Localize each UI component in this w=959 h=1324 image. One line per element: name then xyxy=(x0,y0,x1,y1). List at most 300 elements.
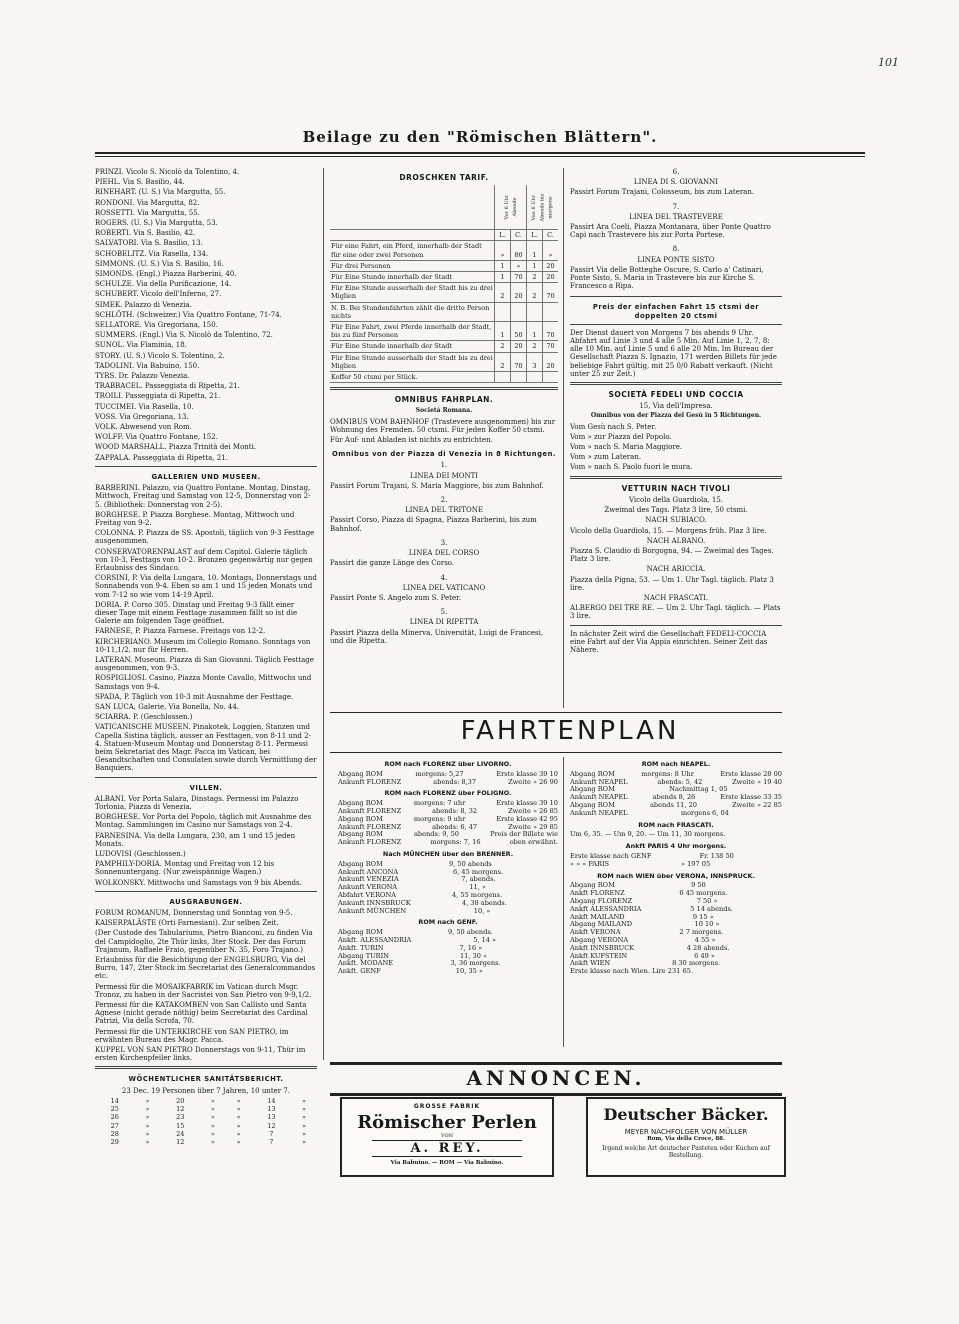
sanitaet-cell: » xyxy=(210,1096,215,1105)
timetable-cell: Abgang ROM xyxy=(338,769,383,778)
timetable-cell: 11, » xyxy=(469,883,486,892)
address-entry: SCHLÖTH. (Schweizer.) Via Quattro Fontane, 71-74. xyxy=(95,310,282,319)
timetable-cell: 6, 45 morgens. xyxy=(453,867,504,876)
timetable-cell: Abgang ROM xyxy=(338,830,383,839)
address-entry: ZAPPALA. Passeggiata di Ripetta, 21. xyxy=(95,453,228,462)
column-middle xyxy=(330,168,558,651)
societa-line: Vom Gesù nach S. Peter. xyxy=(570,422,657,431)
tarif-value: 1 xyxy=(527,322,543,341)
timetable-cell: Ankft. GENF xyxy=(338,967,381,976)
tarif-value: 2 xyxy=(527,272,543,283)
tarif-value: 1 xyxy=(527,260,543,271)
sanitaet-cell: » xyxy=(236,1121,241,1130)
sanitaet-cell: 12 xyxy=(176,1105,185,1114)
timetable-cell: morgens: 5,27 xyxy=(415,769,464,778)
societa-line: Vom » nach S. Paolo fuori le mura. xyxy=(570,463,693,472)
tarif-value: 2 xyxy=(495,283,511,302)
droschken-heading: DROSCHKEN TARIF. xyxy=(399,173,489,182)
tarif-label: Für Eine Stunde innerhalb der Stadt xyxy=(330,341,495,352)
galerie-entry: SPADA, P. Täglich von 10-3 mit Ausnahme der Festtage. xyxy=(95,692,294,701)
tarif-row xyxy=(330,352,558,371)
destination-name: NACH ARICCIA. xyxy=(646,565,706,574)
address-entry: VOLK. Abwesend von Rom. xyxy=(95,423,192,432)
line-number: 8. xyxy=(672,245,680,254)
timetable-cell: Abgang ROM xyxy=(570,785,615,794)
timetable-cell: Ankunft FLORENZ xyxy=(338,777,402,786)
societa-lines xyxy=(570,423,782,472)
timetable-cell: » 197 05 xyxy=(680,859,711,868)
timetable-cell: 7, abends. xyxy=(461,875,496,884)
tarif-value xyxy=(527,302,543,321)
timetable-row xyxy=(338,908,558,916)
timetable-heading: ROM nach FLORENZ über FOLIGNO. xyxy=(384,789,512,798)
sanitaet-row xyxy=(95,1122,317,1130)
line-name: LINEA DEL VATICANO xyxy=(402,583,486,592)
address-entry: STORY. (U. S.) Vicolo S. Tolentino, 2. xyxy=(95,351,225,360)
tarif-subheader: L. xyxy=(527,230,543,241)
sanitaet-cell: 20 xyxy=(176,1096,185,1105)
timetable-cell: 4 55 » xyxy=(694,935,716,944)
tarif-value xyxy=(543,372,559,383)
timetable-cell: Zweite » 29 85 xyxy=(508,822,558,831)
timetable-cell: abends: 6, 47 xyxy=(432,822,478,831)
galerie-entry: LATERAN. Museum. Piazza di San Giovanni. Täglich Festtage ausgenommen, von 9-3. xyxy=(95,655,314,673)
tarif-value: » xyxy=(495,241,511,260)
tarif-label: Für Eine Stunde ausserhalb der Stadt bis zu drei Miglien xyxy=(331,353,493,370)
tarif-value: 70 xyxy=(543,322,559,341)
ad-address: Rom, Via della Croce, 88. xyxy=(647,1136,725,1142)
galerie-entry: SCIARRA. P. (Geschlossen.) xyxy=(95,713,193,722)
tarif-row xyxy=(330,260,558,271)
timetable-cell: abends: 5, 42 xyxy=(657,777,703,786)
timetable-cell: Ankft MAILAND xyxy=(570,912,625,921)
column-divider xyxy=(323,168,324,708)
divider xyxy=(330,387,558,390)
timetable-cell: 7, 16 » xyxy=(459,943,483,952)
line-name: LINEA DI S. GIOVANNI xyxy=(633,178,719,187)
villa-entry: LUDOVISI (Geschlossen.) xyxy=(95,850,186,859)
line-name: LINEA DEL TRITONE xyxy=(405,506,483,515)
sanitaet-cell: « xyxy=(236,1113,241,1122)
timetable-cell: 4, 38 abends. xyxy=(461,898,507,907)
line-name: LINEA DEL CORSO xyxy=(408,549,480,558)
line-route: Passirt Forum Trajani, S. Maria Maggiore, bis zum Bahnhof. xyxy=(330,481,544,490)
tarif-value: » xyxy=(511,260,527,271)
tarif-row xyxy=(330,302,558,321)
timetable-cell: 10 10 » xyxy=(694,920,720,929)
vetturin-price: Zweimal des Tags. Platz 3 lire, 50 ctsmi. xyxy=(604,506,748,515)
line-number: 5. xyxy=(440,608,448,617)
timetable-cell: Abfahrt VERONA xyxy=(338,890,396,899)
address-entry: SUMMERS. (Engl.) Via S. Nicolò da Tolentino, 72. xyxy=(95,331,273,340)
ad-maker: A. REY. xyxy=(372,1140,522,1157)
line-number: 2. xyxy=(440,496,448,505)
timetable-cell: Fr. 138 50 xyxy=(699,851,734,860)
address-entry: PIEHL. Via S. Basilio, 44. xyxy=(95,178,185,187)
divider xyxy=(570,625,782,626)
sanitaet-cell: 12 xyxy=(176,1137,185,1146)
timetable-cell: abends: 8, 32 xyxy=(432,806,478,815)
sanitaet-cell: » xyxy=(302,1129,307,1138)
line-name: LINEA PONTE SISTO xyxy=(637,255,715,264)
sanitaet-row xyxy=(95,1130,317,1138)
timetable-cell: Ankft. ALESSANDRIA xyxy=(338,935,412,944)
sanitaet-cell: » xyxy=(145,1113,150,1122)
line-number: 1. xyxy=(440,461,448,470)
tarif-subheader: C. xyxy=(511,230,527,241)
tarif-header-row xyxy=(330,185,558,230)
address-entry: RINEHART. (U. S.) Via Margutta, 55. xyxy=(95,188,226,197)
fahrtenplan-title: FAHRTENPLAN xyxy=(460,716,680,746)
artist-address-list xyxy=(95,168,317,462)
timetable-cell: morgens 6, 04 xyxy=(680,808,729,817)
line-number: 7. xyxy=(672,202,680,211)
fahrtenplan-right xyxy=(570,757,782,976)
timetable-cell: Ankft ALESSANDRIA xyxy=(570,904,642,913)
sanitaet-cell: » xyxy=(210,1121,215,1130)
timetable-cell: 9 50 xyxy=(691,881,706,890)
timetable-cell: 6 49 » xyxy=(694,951,715,960)
ausgrabungen-heading: AUSGRABUNGEN. xyxy=(169,897,243,906)
sanitaet-cell: 26 xyxy=(110,1113,119,1122)
omnibus-lines xyxy=(330,461,558,644)
vetturin-address: Vicolo della Guardiola, 15. xyxy=(628,495,724,504)
galerie-entry: BARBERINI. Palazzo, via Quattro Fontane. Montag, Dinstag, Mittwoch, Freitag und Samstag von 12-5, Donnerstag von 2-5. (Bibliothek: Donnerstag von 2-5). xyxy=(95,484,311,509)
address-entry: TRABBACEL. Passeggiata di Ripetta, 21. xyxy=(95,382,240,391)
galerie-entry: ROSPIGLIOSI. Casino, Piazza Monte Cavallo, Mittwochs und Samstags von 9-4. xyxy=(95,674,312,691)
address-entry: ROSSETTI. Via Margutta, 55. xyxy=(95,208,200,217)
destination-name: NACH ALBANO. xyxy=(646,536,706,545)
timetable-cell: 9, 50 abends xyxy=(449,859,492,868)
divider xyxy=(570,476,782,479)
timetable-heading: ROM nach FLORENZ über LIVORNO. xyxy=(384,760,512,768)
timetable-row xyxy=(338,779,558,787)
tarif-row xyxy=(330,272,558,283)
sanitaet-cell: 14 xyxy=(267,1096,276,1105)
timetable-cell: abends 11, 20 xyxy=(649,800,697,809)
venezia-heading: Omnibus von der Piazza di Venezia in 8 Richtungen. xyxy=(331,450,557,459)
timetable-heading: Nach MÜNCHEN über den BRENNER. xyxy=(382,849,514,858)
column-divider xyxy=(323,708,324,1060)
sanitaet-intro: 23 Dec. 19 Personen über 7 Jahren, 10 unter 7. xyxy=(121,1086,291,1095)
galerie-entry: DORIA. P. Corso 305. Dinstag und Freitag 9-3 fällt einer dieser Tage mit einem Festtage zusammen fällt so ist die Galerie am folgenden Tage geöffnet. xyxy=(95,600,298,626)
address-entry: TUCCIMEI. Via Rasella, 10. xyxy=(95,402,194,411)
timetable-cell: Abgang ROM xyxy=(570,881,615,890)
ausgrabung-entry: (Der Custode des Tabulariums, Pietro Bianconi, zu finden Via del Campidoglio, 2te Thür links, 3ter Stock. Der das Forum Trajanum, Raffaele Fraio, gegenüber N. 35, Foro Trajano.) xyxy=(95,929,313,954)
timetable-cell: Abgang ROM xyxy=(338,799,383,808)
timetable-cell: Ankunft VERONA xyxy=(338,883,398,892)
tarif-subheader: C. xyxy=(543,230,559,241)
galerie-entry: FARNESE, P. Piazza Farnese. Freitags von 12-2. xyxy=(95,627,266,636)
line-number: 3. xyxy=(440,538,448,547)
timetable-cell: Erste klasse 39 10 xyxy=(496,769,558,778)
tarif-label: Koffer 50 ctsmi per Stück. xyxy=(330,372,495,383)
fahrtenplan-left xyxy=(338,757,558,976)
timetable-cell: 5, 14 » xyxy=(473,935,497,944)
line-route: Passirt Ponte S. Angelo zum S. Peter. xyxy=(330,593,461,602)
destinations-list xyxy=(570,516,782,620)
timetable-cell: oben erwähnt. xyxy=(509,838,558,847)
ausgrabung-entry: KUPPEL VON SAN PIETRO Donnerstags von 9-11, Thür im ersten Kirchenpfeiler links. xyxy=(95,1046,306,1063)
address-entry: ROBERTI. Via S. Basilio, 42. xyxy=(95,229,196,238)
sanitaet-row xyxy=(95,1113,317,1121)
sanitaet-cell: 7 xyxy=(269,1137,274,1146)
tarif-row xyxy=(330,283,558,302)
ausgrabung-entry: Erlaubniss für die Besichtigung der ENGELSBURG, Via del Burro, 147, 2ter Stock im Secretariat des Generalcommandos etc. xyxy=(95,956,316,981)
villa-entry: BORGHESE. Vor Porta del Popolo, täglich mit Ausnahme des Montag. Sammlungen im Casino nur Samstags von 2-4. xyxy=(95,813,312,830)
timetable-cell: Erste klasse 28 00 xyxy=(720,769,782,778)
societa-subheading: Omnibus von der Piazza del Gesù in 5 Richtungen. xyxy=(590,412,762,420)
timetable-cell: 9, 50 abends. xyxy=(447,928,493,937)
sanitaet-cell: » xyxy=(145,1129,150,1138)
timetable-cell: Abgang VERONA xyxy=(570,935,629,944)
column-divider xyxy=(563,168,564,708)
timetable-row xyxy=(338,968,558,976)
address-entry: SCHUBERT. Vicolo dell'Inferno, 27. xyxy=(95,290,222,299)
timetable-cell: 11, 30 » xyxy=(459,951,488,960)
sanitaet-row xyxy=(95,1138,317,1146)
sanitaet-cell: 23 xyxy=(176,1113,185,1122)
timetable-cell: Erste klasse 42 95 xyxy=(496,814,558,823)
column-divider xyxy=(563,757,564,1047)
sanitaet-cell: » xyxy=(210,1137,215,1146)
address-entry: SELLATORE. Via Gregoriana, 150. xyxy=(95,321,218,330)
vetturin-heading: VETTURIN NACH TIVOLI xyxy=(621,483,731,493)
societa-line: Vom » zur Piazza del Popolo. xyxy=(570,432,672,441)
tarif-value: 70 xyxy=(511,272,527,283)
timetable-cell: morgens: 7, 16 xyxy=(430,838,481,847)
timetable-cell: 8 30 morgens. xyxy=(672,959,721,968)
line-name: LINEA DEL TRASTEVERE xyxy=(629,212,723,221)
address-entry: SIMONDS. (Engl.) Piazza Barberini, 40. xyxy=(95,270,237,279)
line-name: LINEA DI RIPETTA xyxy=(409,618,479,627)
timetable-cell: Zweite » 22 85 xyxy=(732,800,782,809)
divider xyxy=(95,1066,317,1069)
page-folio: 101 xyxy=(878,56,899,69)
villa-entry: ALBANI. Vor Porta Salara, Dinstags. Permessi im Palazzo Torlonia, Piazza di Venezia. xyxy=(95,794,299,811)
timetable-cell: Erste klasse nach Wien. Lire 231 65. xyxy=(570,967,693,976)
address-entry: SCHULZE. Via della Purificazione, 14. xyxy=(95,280,232,289)
sanitaet-row xyxy=(95,1105,317,1113)
masthead-rule xyxy=(95,152,865,154)
address-entry: ROGERS. (U. S.) Via Margutta, 53. xyxy=(95,219,218,228)
sanitaet-cell: » xyxy=(236,1129,241,1138)
timetable-row xyxy=(570,810,782,818)
tarif-row xyxy=(330,372,558,383)
timetable-cell: Um 6, 35. — Um 9, 20. — Um 11, 30 morgens. xyxy=(570,830,726,839)
timetable-cell: Ankunft FLORENZ xyxy=(338,838,402,847)
timetable-cell: Ankunft VENEZIA xyxy=(338,875,399,884)
timetable-cell: 10, 35 » xyxy=(455,967,483,976)
villen-heading: VILLEN. xyxy=(189,783,223,792)
sanitaet-cell: » xyxy=(145,1121,150,1130)
omnibus-subheading: Societá Romana. xyxy=(415,407,473,415)
timetable-cell: Ankunft MÜNCHEN xyxy=(338,906,407,915)
ausgrabung-entry: Permessi für die KATAKOMBEN von San Callisto und Santa Agnese (nicht gerade nöthig) beim Secretariat des Cardinal Patrizi, Via della Scrofa, 70. xyxy=(95,1001,308,1026)
ad-name: Römischer Perlen xyxy=(357,1112,537,1133)
timetable-cell: 7 50 » xyxy=(696,896,718,905)
ad-von: VON xyxy=(441,1133,453,1139)
sanitaet-cell: » xyxy=(302,1113,307,1122)
timetable-cell: Abgang ROM xyxy=(338,928,383,937)
column-right xyxy=(570,168,782,656)
timetable-cell: morgens: 9 uhr xyxy=(413,814,466,823)
address-entry: TROILI. Passeggiata di Ripetta, 21. xyxy=(95,392,221,401)
ausgrabung-entry: FORUM ROMANUM, Donnerstag und Sonntag von 9-5. xyxy=(95,909,293,918)
tarif-label: Für drei Personen xyxy=(330,260,495,271)
sanitaet-cell: 25 xyxy=(110,1105,119,1114)
tarif-value: 20 xyxy=(511,283,527,302)
timetable-cell: Zweite » 26 90 xyxy=(508,777,558,786)
timetable-heading: ROM nach NEAPEL. xyxy=(641,760,711,768)
line-number: 6. xyxy=(672,168,680,176)
ausgrabung-entry: Permessi für die MOSAIKFABRIK im Vatican durch Msgr. Tronoz, zu haben in der Sacristei von San Pietro von 9-9,1/2. xyxy=(95,982,312,999)
sanitaet-cell: 13 xyxy=(267,1113,276,1122)
villa-entry: WOLKONSKY. Mittwochs und Samstags von 9 bis Abends. xyxy=(95,878,302,887)
omnibus-lines xyxy=(570,168,782,290)
tarif-value xyxy=(495,302,511,321)
societa-line: Vom » nach S. Maria Maggiore. xyxy=(570,443,683,452)
divider xyxy=(570,296,782,297)
destination-name: NACH SUBIACO. xyxy=(645,516,707,525)
ad-text: Irgend welche Art deutscher Pasteten oder Kuchen auf Bestellung. xyxy=(602,1145,770,1159)
omnibus-paragraph: OMNIBUS VOM BAHNHOF (Trastevere ausgenommen) bis zur Wohnung des Fremden. 50 ctsmi. Für jeden Koffer 50 ctsmi. xyxy=(330,417,556,434)
line-route: Passirt die ganze Länge des Corso. xyxy=(330,559,455,568)
sanitaet-cell: 7 xyxy=(269,1129,274,1138)
tarif-label: N. B. Bei Stundenfahrten zählt die dritte Person nichts xyxy=(330,302,495,321)
tarif-value: 70 xyxy=(543,283,559,302)
timetable-cell: Abgang FLORENZ xyxy=(570,896,633,905)
sanitaet-table xyxy=(95,1097,317,1146)
dienst-text: Der Dienst dauert von Morgens 7 bis abends 9 Uhr. Abfahrt auf Linie 3 und 4 alle 5 Min. Auf Linie 1, 2, 7, 8: alle 10 Min. auf Linie 5 und 6 alle 20 Min. Im Bureau der Gesellschaft Piazza S. Ignazio, 171 werden Billets für jede beliebige Fahrt gültig, mit 25 0/0 Rabatt verkauft. (Nicht unter 25 zur Zeit.) xyxy=(570,328,777,378)
line-route: Passirt Forum Trajani, Colosseum, bis zum Lateran. xyxy=(570,188,755,197)
divider xyxy=(95,466,317,467)
timetable-heading: ROM nach FRASCATI. xyxy=(638,820,714,829)
address-entry: RONDONI. Via Margutta, 82. xyxy=(95,198,200,207)
ad-deutscher-baecker xyxy=(586,1097,786,1177)
omnibus-heading: OMNIBUS FAHRPLAN. xyxy=(394,395,494,405)
timetable-cell: 10, » xyxy=(473,906,491,915)
tarif-subheader-row xyxy=(330,230,558,241)
tarif-value: 1 xyxy=(495,260,511,271)
ad-sub: MEYER NACHFOLGER VON MÜLLER xyxy=(624,1128,748,1136)
address-entry: VOSS. Via Gregoriana, 13. xyxy=(95,412,189,421)
societa-address: 15, Via dell'Impresa. xyxy=(639,402,713,411)
masthead: Beilage zu den "Römischen Blättern". xyxy=(302,128,658,146)
tarif-value: 70 xyxy=(511,352,527,371)
tarif-value: 50 xyxy=(511,322,527,341)
villen-list xyxy=(95,795,317,887)
timetable-cell: Erste klasse 33 35 xyxy=(720,793,782,802)
societa-line: Vom » zum Lateran. xyxy=(570,453,642,462)
tarif-row xyxy=(330,341,558,352)
closing-note: In nächster Zeit wird die Gesellschaft FEDELI-COCCIA eine Fahrt auf der Via Appia einrichten. Seiner Zeit das Nähere. xyxy=(570,629,768,654)
sanitaet-cell: 24 xyxy=(176,1129,185,1138)
masthead-rule-thin xyxy=(95,156,865,157)
ausgrabung-entry: KAISERPALÄSTE (Orti Farnesiani). Zur selben Zeit. xyxy=(95,919,279,928)
timetable-cell: 5 14 abends. xyxy=(690,904,733,913)
timetable-cell: Preis der Billete wie xyxy=(490,830,558,839)
destination-text: Piazza della Pigna, 53. — Um 1. Uhr Tagl. täglich. Platz 3 lire. xyxy=(570,575,774,592)
tarif-label: Für Eine Stunde ausserhalb der Stadt bis zu drei Miglien xyxy=(331,284,493,301)
timetable-cell: 3, 36 morgens. xyxy=(450,959,501,968)
address-entry: SCHOBELITZ. Via Rasella, 134. xyxy=(95,249,209,258)
sanitaet-cell: » xyxy=(236,1096,241,1105)
timetable-cell: 6 45 morgens. xyxy=(679,889,728,898)
timetable-cell: Ankunft FLORENZ xyxy=(338,806,402,815)
tarif-value xyxy=(527,372,543,383)
destination-name: NACH FRASCATI. xyxy=(643,593,709,602)
galerie-entry: COLONNA. P. Piazza de SS. Apostoli, täglich von 9-3 Festtage ausgenommen. xyxy=(95,529,315,546)
line-name: LINEA DEI MONTI xyxy=(409,471,479,480)
timetable-cell: Abgang ROM xyxy=(570,769,615,778)
sanitaet-cell: » xyxy=(302,1105,307,1114)
divider xyxy=(570,324,782,325)
villa-entry: FARNESINA. Via della Lungara, 230, am 1 und 15 jeden Monats. xyxy=(95,831,296,848)
sanitaet-heading: WÖCHENTLICHER SANITÄTSBERICHT. xyxy=(128,1075,284,1084)
timetable-cell: Ankunft NEAPEL xyxy=(570,777,628,786)
preis-heading: Preis der einfachen Fahrt 15 ctsmi der doppelten 20 ctsmi xyxy=(592,303,760,320)
sanitaet-cell: 27 xyxy=(110,1121,119,1130)
tarif-value: 3 xyxy=(527,352,543,371)
tarif-value: 70 xyxy=(543,341,559,352)
tarif-label: Für Eine Stunde innerhalb der Stadt xyxy=(330,272,495,283)
timetable-cell: Ankft. MODANE xyxy=(338,959,394,968)
timetable-cell: abends: 8,37 xyxy=(433,777,477,786)
timetable-cell: Abgang TURIN xyxy=(338,951,389,960)
tarif-value: 1 xyxy=(527,241,543,260)
divider xyxy=(570,382,782,385)
ausgrabungen-list xyxy=(95,909,317,1062)
tarif-header: Vor 6 Uhr Abends xyxy=(495,185,527,230)
tarif-value: 2 xyxy=(495,341,511,352)
column-left xyxy=(95,168,317,1146)
fahrtenplan-rule xyxy=(330,712,782,713)
destination-text: ALBERGO DEI TRE RE. — Um 2. Uhr Tagl. täglich. — Plats 3 lire. xyxy=(570,604,781,621)
timetable-cell: Ankft FLORENZ xyxy=(570,889,625,898)
sanitaet-cell: 15 xyxy=(176,1121,185,1130)
timetable-row xyxy=(570,831,782,839)
galerien-list xyxy=(95,484,317,773)
tarif-value: 20 xyxy=(543,260,559,271)
sanitaet-cell: 14 xyxy=(110,1096,119,1105)
tarif-value: 80 xyxy=(511,241,527,260)
line-route: Passirt Ara Coeli, Piazza Montanara, über Ponte Quattro Capi nach Trastevere bis zur Porta Portese. xyxy=(570,223,771,240)
fahrtenplan-rule xyxy=(330,752,782,753)
sanitaet-cell: » xyxy=(145,1105,150,1114)
ad-name: Deutscher Bäcker. xyxy=(603,1105,769,1124)
sanitaet-cell: » xyxy=(145,1096,150,1105)
timetable-cell: Ankft. TURIN xyxy=(338,943,384,952)
timetable-cell: 4 28 abends. xyxy=(686,943,730,952)
tarif-value: 1 xyxy=(495,322,511,341)
galerie-entry: CONSERVATORENPALAST auf dem Capitol. Galerie täglich von 10-3, Festtags von 10-2. Bronzen gegenwärtig nur gegen Erlaubniss des Sindaco. xyxy=(95,547,313,572)
timetable-cell: Zweite » 19 40 xyxy=(732,777,782,786)
omnibus-text xyxy=(330,418,558,445)
timetable-cell: Abgang ROM xyxy=(338,859,383,868)
sanitaet-cell: » xyxy=(210,1113,215,1122)
sanitaet-row xyxy=(95,1097,317,1105)
tarif-header: Von 6 Uhr Abends bis morgens xyxy=(527,185,559,230)
timetable-cell: abends 8, 26 xyxy=(652,793,696,802)
galerie-entry: KIRCHERIANO. Museum im Collegio Romano. Sonntags von 10-11,1/2, nur für Herren. xyxy=(95,637,311,654)
address-entry: SIMEK. Palazzo di Venezia. xyxy=(95,300,192,309)
timetable-row xyxy=(338,839,558,847)
address-entry: PRINZI. Vicolo S. Nicolò da Tolentino, 4. xyxy=(95,168,240,176)
timetable-cell: 4, 55 morgens. xyxy=(451,890,503,899)
tarif-value: 20 xyxy=(511,341,527,352)
timetable-row xyxy=(570,861,782,869)
